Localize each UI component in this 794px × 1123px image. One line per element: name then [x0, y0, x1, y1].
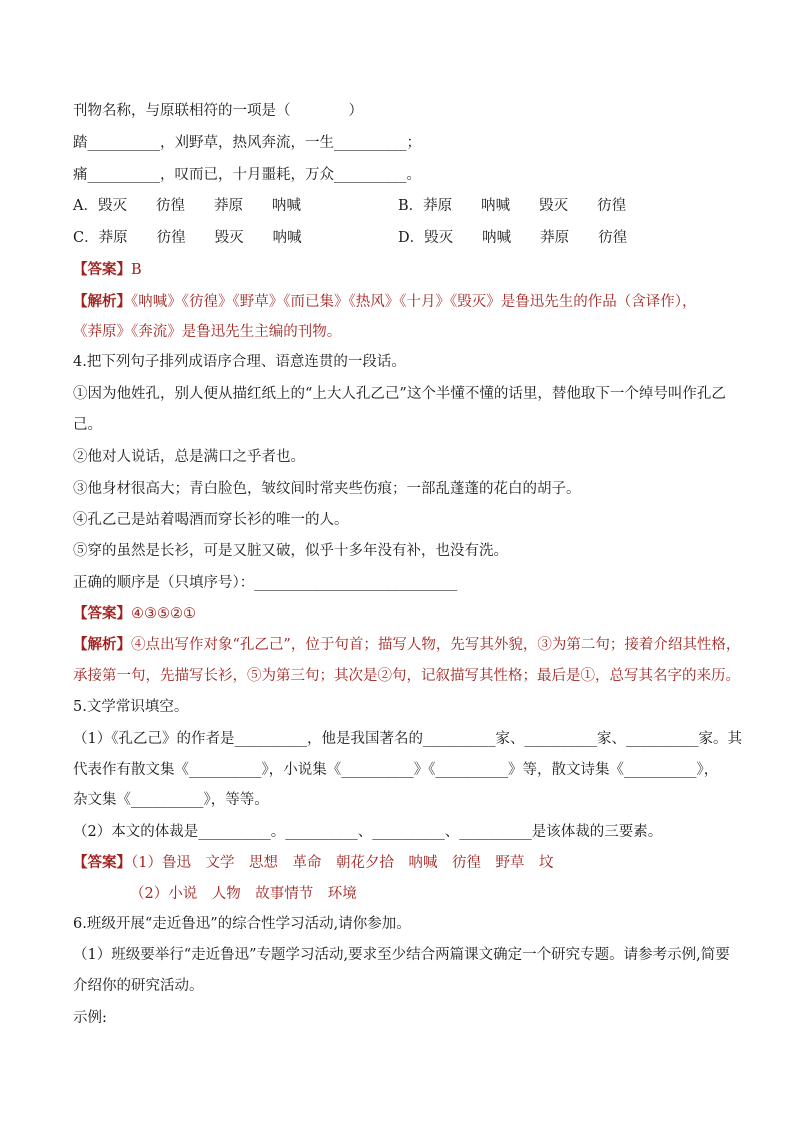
- q6-stem: 6.班级开展“走近鲁迅”的综合性学习活动,请你参加。: [73, 916, 411, 932]
- answer-value: （1）鲁迅 文学 思想 革命 朝花夕拾 呐喊 彷徨 野草 坟: [131, 855, 554, 871]
- q3-option-a: A．毁灭 彷徨 莽原 呐喊: [73, 198, 301, 214]
- q6-part1-line-2: 介绍你的研究活动。: [73, 978, 204, 994]
- q4-sentence-5: ⑤穿的虽然是长衫，可是又脏又破，似乎十多年没有补，也没有洗。: [73, 543, 508, 559]
- q4-sentence-1a: ①因为他姓孔，别人便从描红纸上的“上大人孔乙己”这个半懂不懂的话里，替他取下一个绰号叫作孔乙: [73, 386, 726, 402]
- analysis-text: 《呐喊》《彷徨》《野草》《而已集》《热风》《十月》《毁灭》是鲁迅先生的作品（含译作），: [131, 294, 697, 310]
- analysis-text: ④点出写作对象“孔乙己”，位于句首；描写人物，先写其外貌，③为第二句；接着介绍其性格，: [131, 637, 741, 653]
- q4-order-prompt: 正确的顺序是（只填序号）：____________________________: [73, 575, 458, 591]
- answer-tag: 【答案】: [73, 854, 131, 871]
- q4-stem: 4.把下列句子排列成语序合理、语意连贯的一段话。: [73, 354, 406, 370]
- q3-stem: 刊物名称，与原联相符的一项是（ ）: [73, 103, 363, 119]
- q5-stem: 5.文学常识填空。: [73, 699, 189, 715]
- q5-answer-line-1: [73, 854, 553, 872]
- q4-analysis-line-1: [73, 636, 740, 654]
- q4-sentence-4: ④孔乙己是站着喝酒而穿长衫的唯一的人。: [73, 512, 349, 528]
- q4-sentence-3: ③他身材很高大；青白脸色，皱纹间时常夹些伤痕；一部乱蓬蓬的花白的胡子。: [73, 481, 581, 497]
- q4-sentence-1b: 己。: [73, 417, 102, 433]
- answer-value: ④③⑤②①: [131, 606, 196, 622]
- q3-couplet-line-2: 痛__________，叹而已，十月噩耗，万众__________。: [73, 167, 421, 183]
- q3-answer: [73, 261, 142, 279]
- q6-part1-line-1: （1）班级要举行“走近鲁迅”专题学习活动,要求至少结合两篇课文确定一个研究专题。请参考示例,简要: [73, 947, 730, 963]
- q3-option-c: C．莽原 彷徨 毁灭 呐喊: [73, 230, 302, 246]
- q5-part2: （2）本文的体裁是__________。__________、__________、__________是该体裁的三要素。: [73, 824, 663, 840]
- analysis-tag: 【解析】: [73, 636, 131, 653]
- q5-part1-line-2: 代表作有散文集《__________》，小说集《__________》《__________》等，散文诗集《__________》，: [73, 762, 719, 778]
- q5-part1-line-3: 杂文集《__________》，等等。: [73, 792, 269, 808]
- q3-analysis-line-2: 《莽原》《奔流》是鲁迅先生主编的刊物。: [73, 324, 342, 340]
- answer-tag: 【答案】: [73, 605, 131, 622]
- q5-answer-line-2: （2）小说 人物 故事情节 环境: [130, 886, 357, 902]
- analysis-tag: 【解析】: [73, 293, 131, 310]
- q5-part1-line-1: （1）《孔乙己》的作者是__________，他是我国著名的__________家、__________家、__________家。其: [73, 731, 742, 747]
- answer-value: B: [131, 262, 142, 278]
- q3-option-b: B．莽原 呐喊 毁灭 彷徨: [398, 198, 627, 214]
- q3-couplet-line-1: 踏__________，刈野草，热风奔流，一生__________；: [73, 135, 421, 151]
- q3-option-d: D．毁灭 呐喊 莽原 彷徨: [398, 230, 628, 246]
- answer-tag: 【答案】: [73, 261, 131, 278]
- q6-example-label: 示例:: [73, 1010, 107, 1026]
- q4-sentence-2: ②他对人说话，总是满口之乎者也。: [73, 449, 305, 465]
- q4-analysis-line-2: 承接第一句，先描写长衫，⑤为第三句；其次是②句，记叙描写其性格；最后是①，总写其名字的来历。: [73, 668, 740, 684]
- q4-answer: [73, 605, 196, 623]
- q3-analysis-line-1: [73, 293, 697, 311]
